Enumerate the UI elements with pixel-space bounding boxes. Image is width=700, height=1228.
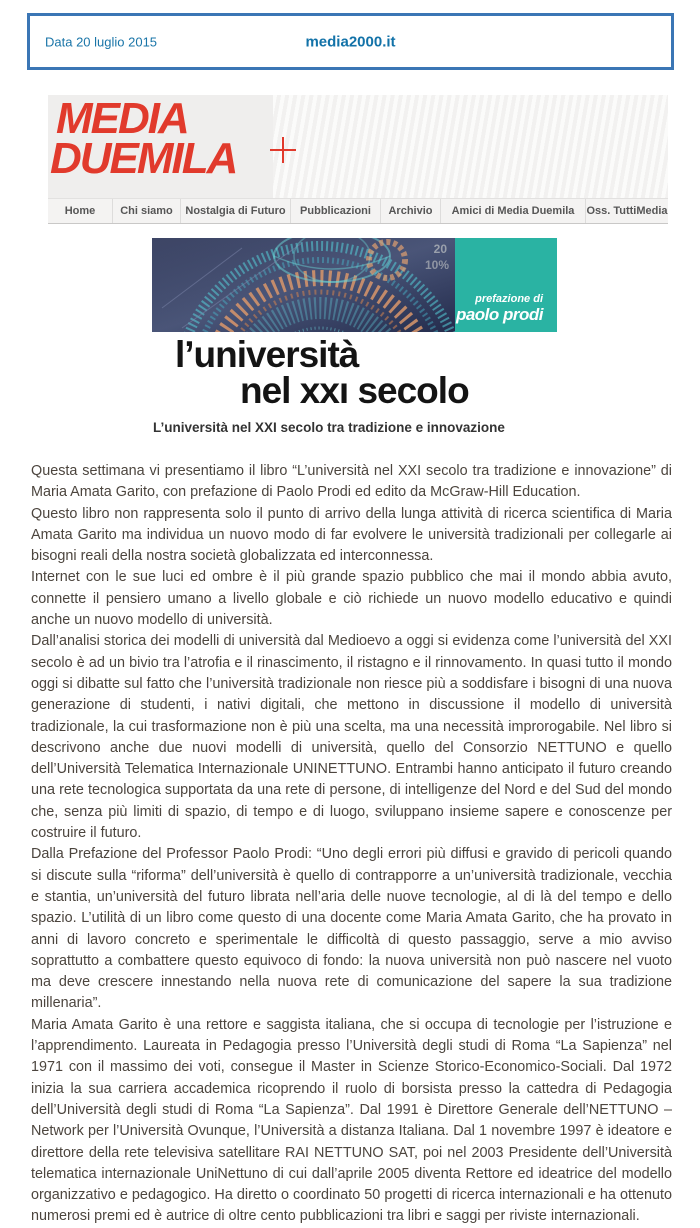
book-subtitle: L’università nel XXI secolo tra tradizione e innovazione <box>153 420 505 435</box>
article-paragraph: Dalla Prefazione del Professor Paolo Prodi: “Uno degli errori più diffusi e gravido di pericoli quando si discute sulla “riforma” dell’università è quello di contrapporre a un’università tradizionale, vecchia e stantia, un’università del futuro librata nell’aria delle nuove tecnologie, al di là del tempo e dello spazio. L’utilità di un libro come questo di una docente come Maria Amata Garito, che ha provato in anni di lavoro concreto e sperimentale le difficoltà di questo passaggio, serve a mio avviso soprattutto a combattere questo equivoco di fondo: la nuova università non può nascere nel vuoto ma deve crescere innestando nella nuova rete di comunicazione del sapere la sua tradizione millenaria”. <box>31 846 672 1012</box>
nav-item-home[interactable]: Home <box>64 205 96 217</box>
preface-author: paolo prodi <box>455 305 543 325</box>
article-paragraph: Questo libro non rappresenta solo il punto di arrivo della lunga attività di ricerca scientifica di Maria Amata Garito ma individua un nuovo modo di far evolvere le università tradizionali per collegarle ai bisogni reali della nostra società globalizzata ed interconnessa. <box>31 505 672 565</box>
article-paragraph: Questa settimana vi presentiamo il libro “L’università nel XXI secolo tra tradizione e innovazione” di Maria Amata Garito, con prefazione di Paolo Prodi ed edito da McGraw-Hill Education. <box>31 463 672 501</box>
nav-item-archivio[interactable]: Archivio <box>380 199 440 223</box>
preface-caption <box>456 293 543 325</box>
book-title-line-1: l’università <box>175 334 359 375</box>
header-texture <box>273 95 668 198</box>
main-navbar <box>48 198 668 224</box>
site-header <box>48 95 668 198</box>
book-cover-art <box>152 238 455 332</box>
book-cover-banner <box>152 238 557 332</box>
article-paragraph: Maria Amata Garito è una rettore e saggista italiana, che si occupa di tecnologie per l’istruzione e l’apprendimento. Laureata in Pedagogia presso l’Università degli studi di Roma “La Sapienza” nel 1971 con il massimo dei voti, consegue il Master in Scienze Storico-Economico-Sociali. Dal 1972 inizia la sua carriera accademica ricoprendo il ruolo di borsista presso la cattedra di Pedagogia dell’Università degli studi di Roma “La Sapienza”. Dal 1991 è Direttore Generale dell’NETTUNO – Network per l’Università Ovunque, l’Università a distanza Italiana. Dal 1 novembre 1997 è ideatore e direttore della rete televisiva satellitare RAI NETTUNO SAT, poi nel 2003 Presidente dell’Università telematica internazionale UniNettuno di cui dall’aprile 2005 diventa Rettore ed ideatrice del modello organizzativo e pedagogico. Ha diretto o coordinato 50 progetti di ricerca internazionali e ha ottenuto numerosi premi ed è autrice di oltre cento pubblicazioni tra libri e saggi per riviste internazionali. <box>31 1016 672 1225</box>
clipping-date: Data 20 luglio 2015 <box>45 34 158 49</box>
cover-teal-panel <box>455 238 557 332</box>
nav-item-oss-tuttimedia[interactable]: Oss. TuttiMedia <box>585 199 668 223</box>
nav-item-chi-siamo[interactable]: Chi siamo <box>112 199 180 223</box>
plus-icon <box>270 137 296 163</box>
nav-item-nostalgia[interactable]: Nostalgia di Futuro <box>180 199 290 223</box>
media-duemila-logo[interactable] <box>50 95 237 184</box>
nav-item-pubblicazioni[interactable]: Pubblicazioni <box>290 199 380 223</box>
article-paragraph: Dall’analisi storica dei modelli di università dal Medioevo a oggi si evidenza come l’università del XXI secolo è ad un bivio tra l’atrofia e il rinascimento, il ristagno e il rinnovamento. In quasi tutto il mondo oggi si dibatte sul fatto che l’università tradizionale non riesce più a soddisfare i bisogni di una nuova generazione di studenti, i nativi digitali, che mettono in discussione il modello di università tradizionale, la cui trasformazione non è più una scelta, ma una necessità improrogabile. Nel libro si descrivono anche due nuovi modelli di università, quello del Consorzio NETTUNO e quello dell’Università Telematica Internazionale UNINETTUNO. Entrambi hanno anticipato il futuro creando una rete tecnologica supportata da una rete di persone, di intelligenze del Nord e del Sud del mondo che, senza più limiti di spazio, di tempo e di luogo, sviluppano insieme sapere e conoscenze per costruire il futuro. <box>31 633 672 842</box>
clipping-frame <box>27 13 674 70</box>
article-body <box>31 461 672 1228</box>
book-title-line-2: nel xxı secolo <box>240 370 469 411</box>
cover-number-10pct: 10% <box>424 258 449 272</box>
article-paragraph: Internet con le sue luci ed ombre è il più grande spazio pubblico che mai il mondo abbia avuto, connette il pensiero umano a livello globale e ciò richiede un nuovo modello educativo e quindi anche un nuovo modello di università. <box>31 569 672 629</box>
logo-line-1: MEDIA <box>56 95 188 143</box>
nav-item-amici[interactable]: Amici di Media Duemila <box>440 199 585 223</box>
cover-number-20: 20 <box>433 242 447 256</box>
logo-line-2: DUEMILA <box>50 134 237 184</box>
clipping-source-title: media2000.it <box>305 33 396 50</box>
preface-label: prefazione di <box>475 292 543 305</box>
